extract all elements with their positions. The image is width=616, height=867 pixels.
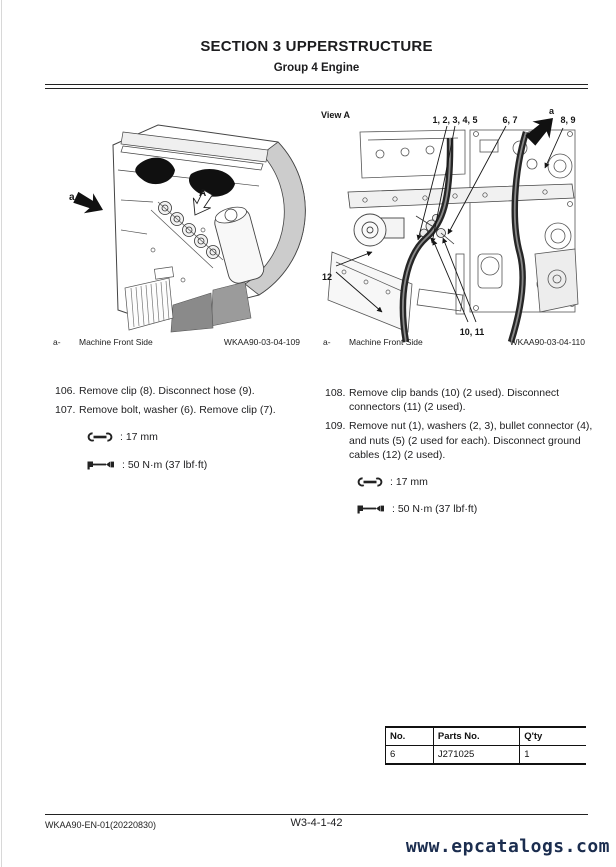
page-header bbox=[45, 38, 588, 74]
parts-table-row bbox=[386, 746, 587, 765]
torque-wrench-icon bbox=[357, 504, 385, 514]
document-code: WKAA90-EN-01(20220830) bbox=[45, 820, 157, 830]
battery-cable bbox=[511, 132, 526, 342]
parts-table-header-row bbox=[386, 727, 587, 746]
mounting-rail bbox=[348, 184, 574, 208]
step-text: Remove clip (8). Disconnect hose (9). bbox=[79, 385, 255, 397]
step-number: 106. bbox=[55, 385, 76, 397]
figure-caption bbox=[315, 337, 593, 347]
view-direction-arrow bbox=[71, 187, 107, 220]
caption-key: a- bbox=[53, 337, 61, 347]
step-number: 109. bbox=[325, 420, 346, 433]
wrench-icon bbox=[357, 476, 383, 488]
torque-spec bbox=[357, 502, 593, 516]
callout-a-label: a bbox=[549, 106, 555, 116]
torque-spec bbox=[87, 458, 307, 472]
step-106 bbox=[55, 384, 307, 398]
spec-value: : 50 N·m (37 lbf·ft) bbox=[122, 458, 208, 471]
wrench-icon bbox=[87, 431, 113, 443]
cell-parts-no: J271025 bbox=[433, 746, 519, 765]
page-number: W3-4-1-42 bbox=[290, 817, 343, 829]
engine-overview-illustration bbox=[63, 110, 308, 335]
wrench-size-spec bbox=[87, 430, 307, 444]
cell-qty: 1 bbox=[520, 746, 586, 765]
parts-table bbox=[385, 726, 586, 765]
spec-value: : 17 mm bbox=[390, 475, 428, 488]
watermark-link[interactable]: www.epcatalogs.com bbox=[405, 836, 610, 857]
step-number: 107. bbox=[55, 404, 76, 417]
view-a-label: View A bbox=[321, 110, 351, 120]
view-direction-arrow bbox=[522, 110, 562, 150]
callout-A-label: A bbox=[199, 188, 207, 199]
step-text: Remove nut (1), washers (2, 3), bullet connector (4), and nuts (5) (2 used for each). Disconnect ground cables (12) (2 used). bbox=[349, 420, 593, 461]
step-107 bbox=[55, 403, 307, 417]
figure-view-a bbox=[315, 100, 593, 350]
step-108 bbox=[325, 386, 593, 414]
step-text: Remove clip bands (10) (2 used). Disconnect connectors (11) (2 used). bbox=[349, 387, 560, 414]
figure-caption bbox=[45, 337, 308, 347]
col-header-parts-no: Parts No. bbox=[433, 727, 519, 746]
torque-wrench-icon bbox=[87, 460, 115, 470]
cell-no: 6 bbox=[386, 746, 434, 765]
callout-67-label: 6, 7 bbox=[502, 115, 518, 125]
step-number: 108. bbox=[325, 387, 346, 399]
footer-divider bbox=[45, 814, 588, 815]
starter-motor bbox=[354, 214, 404, 246]
callout-a-label: a bbox=[69, 192, 75, 203]
step-text: Remove bolt, washer (6). Remove clip (7). bbox=[79, 404, 276, 417]
callout-12345-label: 1, 2, 3, 4, 5 bbox=[432, 115, 478, 125]
caption-text: Machine Front Side bbox=[79, 337, 153, 347]
caption-text: Machine Front Side bbox=[349, 337, 423, 347]
scan-edge-line bbox=[1, 0, 2, 867]
caption-key: a- bbox=[323, 337, 331, 347]
step-109 bbox=[325, 419, 593, 462]
callout-1011-label: 10, 11 bbox=[459, 327, 485, 337]
steps-column-right bbox=[325, 386, 593, 516]
view-a-illustration bbox=[320, 104, 595, 344]
figure-engine-overview bbox=[45, 100, 308, 350]
wrench-size-spec bbox=[357, 475, 593, 489]
col-header-qty: Q'ty bbox=[520, 727, 586, 746]
steps-column-left bbox=[55, 384, 307, 472]
figure-code: WKAA90-03-04-110 bbox=[509, 337, 585, 347]
spec-value: : 17 mm bbox=[120, 431, 158, 444]
callout-12-label: 12 bbox=[322, 272, 333, 282]
group-title: Group 4 Engine bbox=[273, 62, 360, 74]
figure-code: WKAA90-03-04-109 bbox=[223, 337, 300, 347]
col-header-no: No. bbox=[386, 727, 434, 746]
section-title: SECTION 3 UPPERSTRUCTURE bbox=[200, 38, 433, 55]
callout-89-label: 8, 9 bbox=[560, 115, 576, 125]
spec-value: : 50 N·m (37 lbf·ft) bbox=[392, 503, 478, 516]
header-divider bbox=[45, 84, 588, 89]
